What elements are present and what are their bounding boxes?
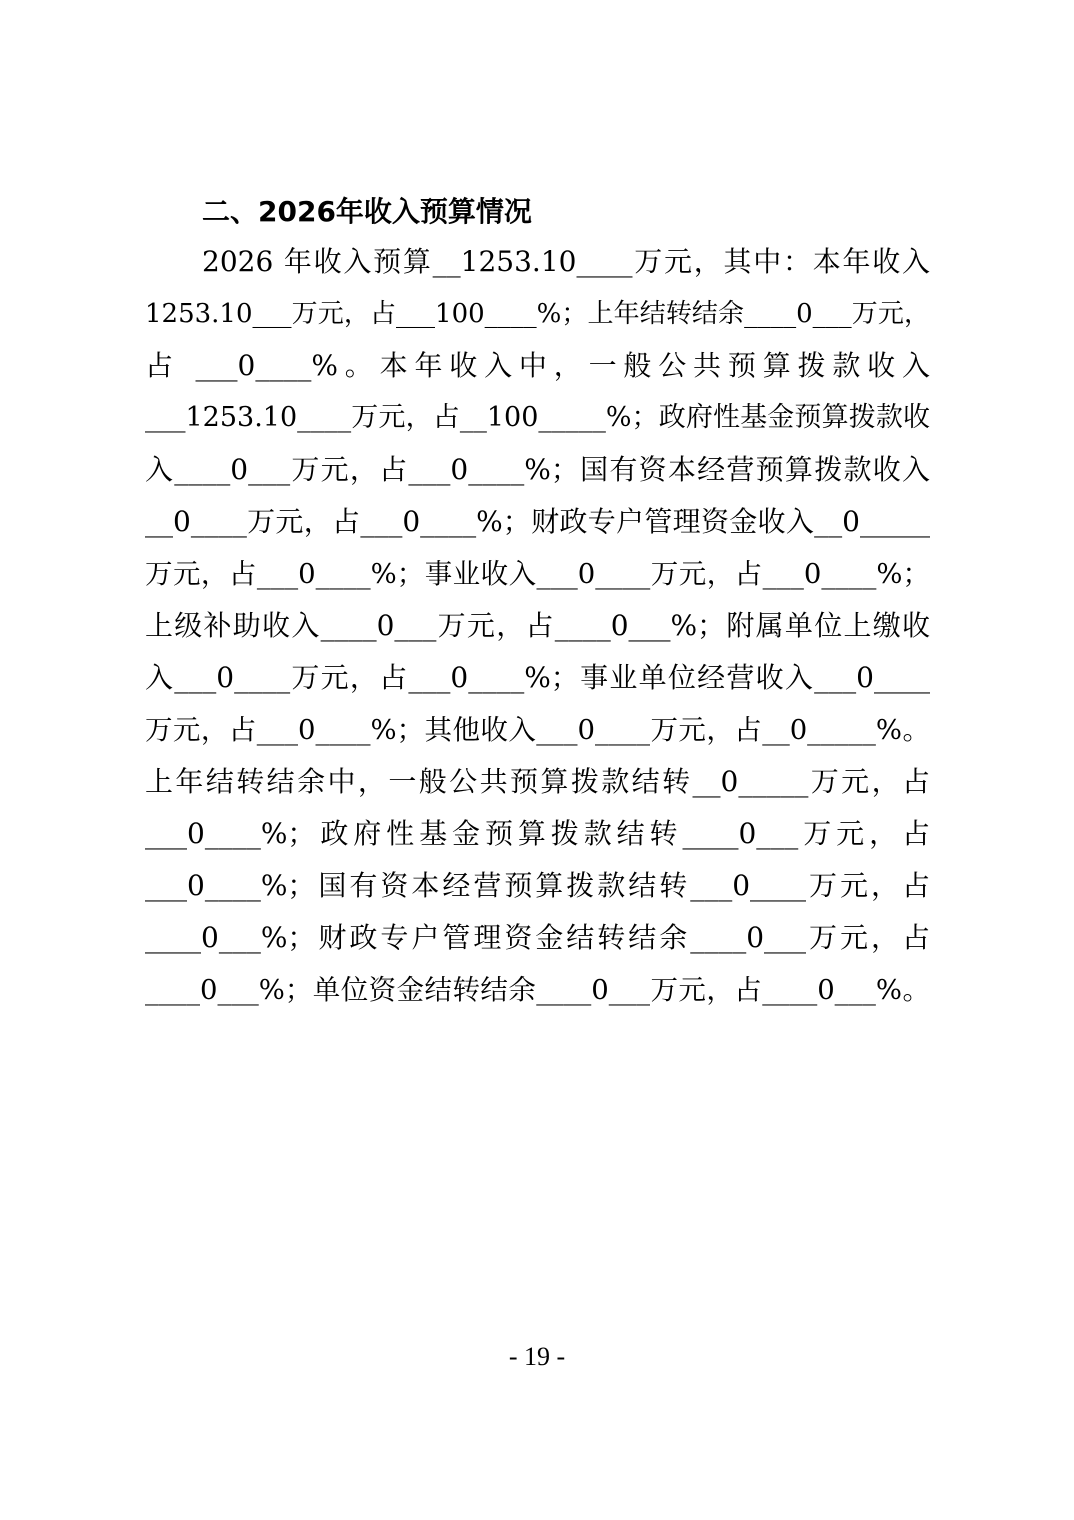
paragraph-line: 入___0____万元，占___0____%；事业单位经营收入___0____ <box>145 661 930 694</box>
paragraph-line: ___0____%；国有资本经营预算拨款结转___0____万元，占 <box>145 869 930 902</box>
paragraph-line: 万元，占___0____%；其他收入___0____万元，占__0_____%。 <box>145 714 930 746</box>
paragraph-line: 上级补助收入____0___万元，占____0___%；附属单位上缴收 <box>145 609 930 642</box>
paragraph-line: 万元，占___0____%；事业收入___0____万元，占___0____%； <box>145 558 930 590</box>
paragraph-line: 2026 年收入预算__1253.10____万元，其中：本年收入 <box>202 245 930 278</box>
paragraph-line: ____0___%；单位资金结转结余____0___万元，占____0___%。 <box>145 974 930 1006</box>
paragraph-line: ___0____%；政府性基金预算拨款结转____0___万元，占 <box>145 817 930 850</box>
page-number: - 19 - <box>508 1342 566 1371</box>
paragraph-line: 上年结转结余中，一般公共预算拨款结转__0_____万元，占 <box>145 765 930 798</box>
paragraph-line: __0____万元，占___0____%；财政专户管理资金收入__0_____ <box>145 505 930 538</box>
paragraph-line: ___1253.10____万元，占__100_____%；政府性基金预算拨款收 <box>145 402 930 433</box>
paragraph-line: 1253.10___万元，占___100____%；上年结转结余____0___万元， <box>145 299 930 329</box>
paragraph-line: ____0___%；财政专户管理资金结转结余____0___万元，占 <box>145 921 930 954</box>
paragraph-line: 占 ___0____%。本年收入中，一般公共预算拨款收入 <box>145 349 930 382</box>
paragraph-line: 入____0___万元，占___0____%；国有资本经营预算拨款收入 <box>145 453 930 486</box>
section-heading: 二、2026年收入预算情况 <box>202 195 532 228</box>
